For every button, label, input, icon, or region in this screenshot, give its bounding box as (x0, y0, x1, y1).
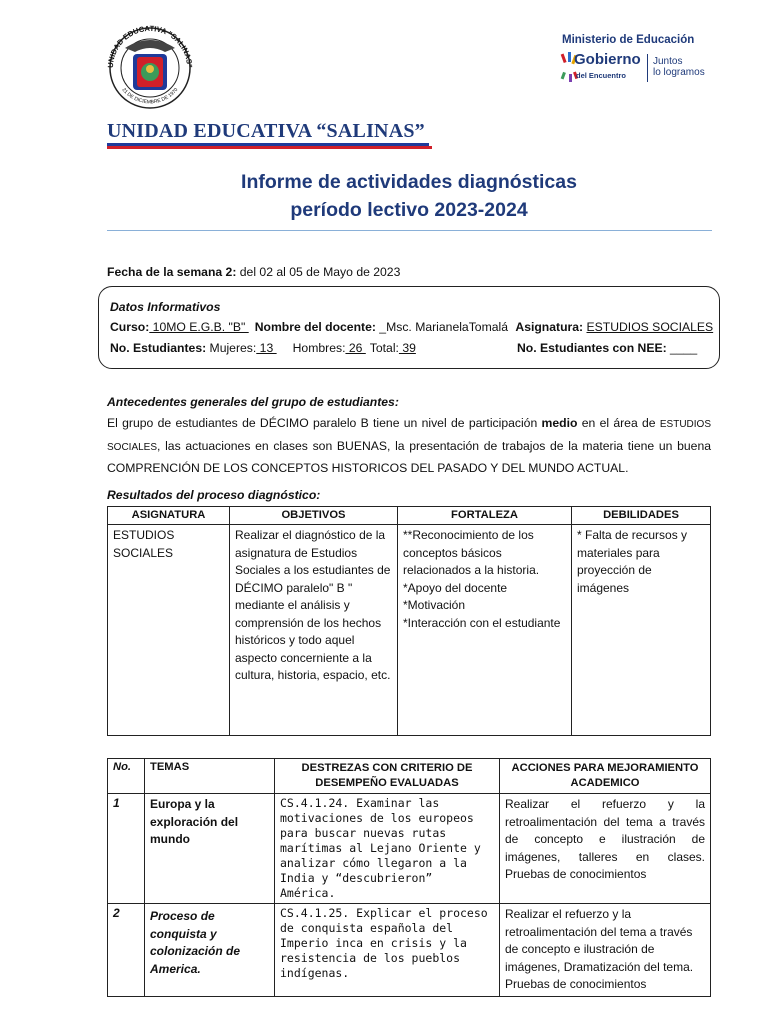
table-row (108, 525, 711, 736)
antecedentes-text-b: en el área de (577, 416, 660, 430)
row-number: 1 (108, 794, 145, 904)
antecedentes-paragraph (107, 413, 711, 479)
col-temas: TEMAS (145, 759, 275, 794)
total-value: 39 (398, 341, 416, 355)
table-row (108, 794, 711, 904)
cell-objetivos: Realizar el diagnóstico de la asignatura de Estudios Sociales a los estudiantes de DÉCIMO paralelo" B " mediante el análisis y comprensión de los hechos históricos y todo aquel aspecto concerniente a la cultura, historia, espacio, etc. (230, 525, 398, 736)
hombres-label: Hombres: (292, 341, 346, 355)
curso-label: Curso: (110, 320, 150, 334)
info-row-1 (110, 320, 713, 334)
cell-debilidades: * Falta de recursos y materiales para proyección de imágenes (572, 525, 711, 736)
week-label: Fecha de la semana 2: (107, 265, 237, 279)
title-stripe-red (107, 146, 432, 149)
fortaleza-item: **Reconocimiento de los conceptos básicos relacionados a la historia. (403, 528, 540, 577)
antecedentes-heading: Antecedentes generales del grupo de estudiantes: (107, 395, 399, 409)
ministry-logo (560, 34, 720, 94)
info-heading: Datos Informativos (110, 300, 221, 314)
estudiantes-label: No. Estudiantes: (110, 341, 207, 355)
week-line (107, 265, 400, 279)
mujeres-value: 13 (256, 341, 277, 355)
col-fortaleza: FORTALEZA (398, 507, 572, 525)
row-accion: Realizar el refuerzo y la retroalimentación del tema a través de concepto e ilustración de imágenes, Dramatización del tema. Pruebas de conocimientos (500, 904, 711, 997)
report-title-line2: período lectivo 2023-2024 (290, 199, 528, 221)
report-title (0, 168, 768, 224)
row-destreza: CS.4.1.24. Examinar las motivaciones de los europeos para buscar nuevas rutas marítimas al Lejano Oriente y analizar cómo llegaron a la India y “descubrieron” América. (275, 794, 500, 904)
title-rule (107, 230, 712, 231)
hombres-value: 26 (345, 341, 366, 355)
school-logo (103, 22, 197, 110)
row-tema: Proceso de conquista y colonización de America. (145, 904, 275, 997)
row-accion: Realizar el refuerzo y la retroalimentación del tema a través de concepto e ilustración de imágenes, talleres en clases. Pruebas de conocimientos (500, 794, 711, 904)
col-acciones: ACCIONES PARA MEJORAMIENTO ACADEMICO (500, 759, 711, 794)
curso-value: 10MO E.G.B. "B" (149, 320, 249, 334)
cell-asignatura: ESTUDIOS SOCIALES (108, 525, 230, 736)
antecedentes-text-c: , las actuaciones en clases son BUENAS, la presentación de trabajos de la materia tiene un buena (157, 438, 711, 453)
total-label: Total: (369, 341, 399, 355)
row-destreza: CS.4.1.25. Explicar el proceso de conquista española del Imperio inca en crisis y la resistencia de los pueblos indígenas. (275, 904, 500, 997)
docente-value: _Msc. MarianelaTomalá (375, 320, 512, 334)
col-debilidades: DEBILIDADES (572, 507, 711, 525)
col-destrezas: DESTREZAS CON CRITERIO DE DESEMPEÑO EVALUADAS (275, 759, 500, 794)
antecedentes-small-2: SOCIALES (107, 441, 158, 453)
table-header-row (108, 507, 711, 525)
asignatura-value: ESTUDIOS SOCIALES (586, 320, 714, 334)
docente-label: Nombre del docente: (254, 320, 376, 334)
mujeres-label: Mujeres: (209, 341, 257, 355)
row-tema: Europa y la exploración del mundo (145, 794, 275, 904)
antecedentes-small-1: ESTUDIOS (659, 419, 711, 430)
gobierno-word: Gobierno (574, 51, 641, 68)
col-no: No. (108, 759, 145, 794)
nee-value: ____ (666, 341, 698, 355)
temas-header-row (108, 759, 711, 794)
temas-table (107, 758, 711, 997)
logo-divider (647, 54, 648, 82)
logo-ring-top-text: UNIDAD EDUCATIVA "SALINAS" (105, 23, 195, 69)
ministry-name: Ministerio de Educación (562, 34, 695, 46)
antecedentes-text-a: El grupo de estudiantes de DÉCIMO paralelo B tiene un nivel de participación (107, 416, 542, 430)
col-asignatura: ASIGNATURA (108, 507, 230, 525)
resultados-heading: Resultados del proceso diagnóstico: (107, 488, 321, 502)
logo-ring-bottom-text: 21 DE DICIEMBRE DE 1970 (120, 87, 180, 106)
antecedentes-bold: medio (541, 416, 578, 430)
juntos-word: Juntos (653, 56, 683, 67)
asignatura-label: Asignatura: (515, 320, 584, 334)
resultados-table (107, 506, 711, 736)
fortaleza-item: *Motivación (403, 598, 466, 612)
lo-logramos-word: lo logramos (653, 67, 705, 78)
info-row-2 (110, 341, 416, 355)
week-value: del 02 al 05 de Mayo de 2023 (236, 265, 401, 279)
report-title-line1: Informe de actividades diagnósticas (241, 171, 577, 193)
table-row (108, 904, 711, 997)
antecedentes-text-d: COMPRENCIÓN DE LOS CONCEPTOS HISTORICOS DEL PASADO Y DEL MUNDO ACTUAL. (107, 461, 629, 475)
row-number: 2 (108, 904, 145, 997)
nee-label: No. Estudiantes con NEE: (517, 341, 667, 355)
nee-line (517, 341, 697, 355)
fortaleza-item: *Apoyo del docente (403, 580, 508, 595)
del-encuentro-word: del Encuentro (576, 71, 627, 80)
fortaleza-item: *Interacción con el estudiante (403, 615, 561, 630)
school-name: UNIDAD EDUCATIVA “SALINAS” (107, 120, 425, 142)
cell-fortaleza (398, 525, 572, 736)
col-objetivos: OBJETIVOS (230, 507, 398, 525)
